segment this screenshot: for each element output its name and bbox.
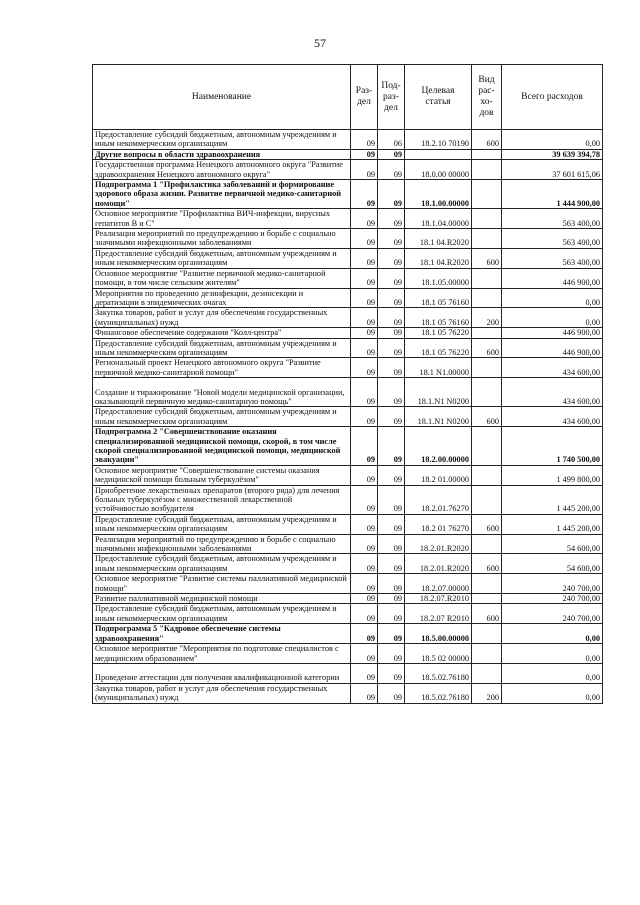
- row-expense-type: [472, 594, 502, 604]
- row-name: Мероприятия по проведению дезинфекции, дезинсекции и дератизации в эпидемических очагах: [93, 288, 351, 308]
- row-target-article: 18.1.N1 N0200: [405, 407, 472, 427]
- table-row: [93, 338, 603, 358]
- row-section: 09: [351, 574, 378, 594]
- row-section: 09: [351, 485, 378, 514]
- row-target-article: 18.2 01.00000: [405, 465, 472, 485]
- row-expense-type: [472, 574, 502, 594]
- row-target-article: 18.2.07.00000: [405, 574, 472, 594]
- row-name: Создание и тиражирование "Новой модели медицинской организации, оказывающей первичную медико-санитарную помощь": [93, 378, 351, 407]
- row-section: 09: [351, 534, 378, 554]
- row-subsection: 09: [378, 534, 405, 554]
- row-expense-type: [472, 288, 502, 308]
- table-row: [93, 574, 603, 594]
- row-total: 446 900,00: [502, 328, 603, 338]
- row-target-article: 18.0.00 00000: [405, 160, 472, 180]
- row-subsection: 09: [378, 338, 405, 358]
- row-section: 09: [351, 248, 378, 268]
- table-row: [93, 624, 603, 644]
- table-body: [93, 130, 603, 704]
- table-row: [93, 308, 603, 328]
- row-subsection: 09: [378, 248, 405, 268]
- row-expense-type: [472, 209, 502, 229]
- table-row: [93, 328, 603, 338]
- row-section: 09: [351, 663, 378, 683]
- row-target-article: 18.1 05 76220: [405, 328, 472, 338]
- row-expense-type: [472, 180, 502, 209]
- row-total: 54 600,00: [502, 554, 603, 574]
- row-name: Закупка товаров, работ и услуг для обеспечения государственных (муниципальных) нужд: [93, 308, 351, 328]
- row-name: Предоставление субсидий бюджетным, автономным учреждениям и иным некоммерческим организациям: [93, 554, 351, 574]
- row-subsection: 09: [378, 288, 405, 308]
- row-section: 09: [351, 338, 378, 358]
- table-row: [93, 248, 603, 268]
- row-subsection: 09: [378, 268, 405, 288]
- row-total: 0,00: [502, 288, 603, 308]
- row-expense-type: [472, 268, 502, 288]
- row-expense-type: 600: [472, 130, 502, 150]
- row-expense-type: 600: [472, 554, 502, 574]
- row-target-article: 18.5.00.00000: [405, 624, 472, 644]
- row-section: 09: [351, 407, 378, 427]
- table-row: [93, 554, 603, 574]
- row-total: 240 700,00: [502, 574, 603, 594]
- row-total: 39 639 394,78: [502, 149, 603, 159]
- row-target-article: 18.2.07 R2010: [405, 604, 472, 624]
- row-expense-type: 600: [472, 514, 502, 534]
- row-total: 0,00: [502, 308, 603, 328]
- row-expense-type: [472, 328, 502, 338]
- table-row: [93, 663, 603, 683]
- row-name: Государственная программа Ненецкого автономного округа "Развитие здравоохранения Ненецкого автономного округа": [93, 160, 351, 180]
- row-subsection: 09: [378, 427, 405, 466]
- row-name: Другие вопросы в области здравоохранения: [93, 149, 351, 159]
- row-section: 09: [351, 624, 378, 644]
- table-row: [93, 534, 603, 554]
- row-section: 09: [351, 180, 378, 209]
- row-target-article: 18.2.10 70190: [405, 130, 472, 150]
- row-name: Подпрограмма 5 "Кадровое обеспечение системы здравоохранения": [93, 624, 351, 644]
- row-total: 1 499 800,00: [502, 465, 603, 485]
- row-subsection: 06: [378, 130, 405, 150]
- row-target-article: 18.1 04.R2020: [405, 248, 472, 268]
- row-total: 240 700,00: [502, 604, 603, 624]
- row-expense-type: 200: [472, 308, 502, 328]
- header-expense-type: Вид рас- хо- дов: [472, 65, 502, 130]
- row-total: 563 400,00: [502, 229, 603, 249]
- row-expense-type: [472, 149, 502, 159]
- row-subsection: 09: [378, 160, 405, 180]
- row-subsection: 09: [378, 514, 405, 534]
- row-expense-type: 600: [472, 248, 502, 268]
- row-total: 0,00: [502, 683, 603, 703]
- row-subsection: 09: [378, 644, 405, 664]
- row-name: Предоставление субсидий бюджетным, автономным учреждениям и иным некоммерческим организациям: [93, 514, 351, 534]
- row-section: 09: [351, 288, 378, 308]
- row-subsection: 09: [378, 574, 405, 594]
- table-row: [93, 465, 603, 485]
- row-total: 1 445 200,00: [502, 485, 603, 514]
- row-expense-type: 600: [472, 604, 502, 624]
- row-section: 09: [351, 465, 378, 485]
- row-target-article: 18.2.01.R2020: [405, 534, 472, 554]
- row-total: 0,00: [502, 624, 603, 644]
- row-total: 1 740 500,00: [502, 427, 603, 466]
- header-target-article: Целевая статья: [405, 65, 472, 130]
- table-row: [93, 683, 603, 703]
- row-name: Развитие паллиативной медицинской помощи: [93, 594, 351, 604]
- header-total-expenses: Всего расходов: [502, 65, 603, 130]
- row-subsection: 09: [378, 358, 405, 378]
- row-section: 09: [351, 358, 378, 378]
- row-expense-type: [472, 358, 502, 378]
- row-subsection: 09: [378, 149, 405, 159]
- row-subsection: 09: [378, 594, 405, 604]
- budget-table: [92, 64, 603, 704]
- row-name: Предоставление субсидий бюджетным, автономным учреждениям и иным некоммерческим организациям: [93, 407, 351, 427]
- row-section: 09: [351, 209, 378, 229]
- row-expense-type: [472, 465, 502, 485]
- row-section: 09: [351, 328, 378, 338]
- row-expense-type: [472, 485, 502, 514]
- row-target-article: 18.5.02.76180: [405, 663, 472, 683]
- table-row: [93, 160, 603, 180]
- row-expense-type: [472, 624, 502, 644]
- row-name: Финансовое обеспечение содержания "Колл-центра": [93, 328, 351, 338]
- row-name: Подпрограмма 2 "Совершенствование оказания специализированной медицинской помощи, скорой, в том числе скорой специализированной медицинской помощи, медицинской эвакуации": [93, 427, 351, 466]
- row-name: Предоставление субсидий бюджетным, автономным учреждениям и иным некоммерческим организациям: [93, 338, 351, 358]
- row-total: 446 900,00: [502, 338, 603, 358]
- row-expense-type: 600: [472, 338, 502, 358]
- row-total: 563 400,00: [502, 248, 603, 268]
- header-section: Раз- дел: [351, 65, 378, 130]
- row-target-article: 18.2 01 76270: [405, 514, 472, 534]
- row-expense-type: 200: [472, 683, 502, 703]
- row-section: 09: [351, 149, 378, 159]
- row-section: 09: [351, 427, 378, 466]
- row-subsection: 09: [378, 308, 405, 328]
- row-name: Реализация мероприятий по предупреждению и борьбе с социально значимыми инфекционными заболеваниями: [93, 229, 351, 249]
- table-row: [93, 358, 603, 378]
- row-total: 434 600,00: [502, 358, 603, 378]
- row-total: 1 445 200,00: [502, 514, 603, 534]
- row-total: 563 400,00: [502, 209, 603, 229]
- table-row: [93, 594, 603, 604]
- row-subsection: 09: [378, 465, 405, 485]
- table-row: [93, 514, 603, 534]
- row-name: Основное мероприятие "Мероприятия по подготовке специалистов с медицинским образованием": [93, 644, 351, 664]
- table-row: [93, 180, 603, 209]
- row-target-article: 18.2.07.R2010: [405, 594, 472, 604]
- row-total: 37 601 615,06: [502, 160, 603, 180]
- row-subsection: 09: [378, 229, 405, 249]
- row-target-article: [405, 149, 472, 159]
- table-row: [93, 149, 603, 159]
- row-target-article: 18.1.N1 N0200: [405, 378, 472, 407]
- row-subsection: 09: [378, 209, 405, 229]
- row-name: Подпрограмма 1 "Профилактика заболеваний и формирование здорового образа жизни. Развитие первичной медико-санитарной помощи": [93, 180, 351, 209]
- table-row: [93, 427, 603, 466]
- row-expense-type: [472, 534, 502, 554]
- table-row: [93, 229, 603, 249]
- row-target-article: 18.1 05 76160: [405, 308, 472, 328]
- row-total: 240 700,00: [502, 594, 603, 604]
- row-section: 09: [351, 594, 378, 604]
- header-subsection: Под- раз- дел: [378, 65, 405, 130]
- row-total: 0,00: [502, 663, 603, 683]
- row-subsection: 09: [378, 683, 405, 703]
- row-subsection: 09: [378, 180, 405, 209]
- row-section: 09: [351, 160, 378, 180]
- row-expense-type: [472, 378, 502, 407]
- row-name: Закупка товаров, работ и услуг для обеспечения государственных (муниципальных) нужд: [93, 683, 351, 703]
- row-target-article: 18.5 02 00000: [405, 644, 472, 664]
- row-name: Предоставление субсидий бюджетным, автономным учреждениям и иным некоммерческим организациям: [93, 604, 351, 624]
- row-target-article: 18.1.05.00000: [405, 268, 472, 288]
- row-target-article: 18.2.01.76270: [405, 485, 472, 514]
- row-subsection: 09: [378, 328, 405, 338]
- row-total: 1 444 900,00: [502, 180, 603, 209]
- row-target-article: 18.1 05 76220: [405, 338, 472, 358]
- row-name: Реализация мероприятий по предупреждению и борьбе с социально значимыми инфекционными заболеваниями: [93, 534, 351, 554]
- row-name: Предоставление субсидий бюджетным, автономным учреждениям и иным некоммерческим организациям: [93, 248, 351, 268]
- row-target-article: 18.5.02.76180: [405, 683, 472, 703]
- table-row: [93, 268, 603, 288]
- table-row: [93, 485, 603, 514]
- row-total: 54 600,00: [502, 534, 603, 554]
- row-subsection: 09: [378, 485, 405, 514]
- row-name: Основное мероприятие "Профилактика ВИЧ-инфекции, вирусных гепатитов В и С": [93, 209, 351, 229]
- row-subsection: 09: [378, 663, 405, 683]
- row-section: 09: [351, 130, 378, 150]
- row-section: 09: [351, 229, 378, 249]
- table-row: [93, 130, 603, 150]
- row-target-article: 18.1 05 76160: [405, 288, 472, 308]
- row-target-article: 18.1.04.00000: [405, 209, 472, 229]
- row-name: Основное мероприятие "Развитие системы паллиативной медицинской помощи": [93, 574, 351, 594]
- table-row: [93, 378, 603, 407]
- row-subsection: 09: [378, 407, 405, 427]
- row-expense-type: [472, 644, 502, 664]
- row-section: 09: [351, 268, 378, 288]
- table-row: [93, 288, 603, 308]
- row-target-article: 18.2.01.R2020: [405, 554, 472, 574]
- row-section: 09: [351, 683, 378, 703]
- table-row: [93, 209, 603, 229]
- row-subsection: 09: [378, 554, 405, 574]
- row-expense-type: [472, 229, 502, 249]
- row-name: Проведение аттестации для получения квалификационной категории: [93, 663, 351, 683]
- row-total: 0,00: [502, 130, 603, 150]
- row-total: 446 900,00: [502, 268, 603, 288]
- row-target-article: 18.1.00.00000: [405, 180, 472, 209]
- row-subsection: 09: [378, 604, 405, 624]
- page-number: 57: [314, 36, 326, 50]
- row-section: 09: [351, 514, 378, 534]
- row-section: 09: [351, 604, 378, 624]
- row-section: 09: [351, 378, 378, 407]
- row-name: Основное мероприятие "Совершенствование системы оказания медицинской помощи больным туберкулёзом": [93, 465, 351, 485]
- row-name: Региональный проект Ненецкого автономного округа "Развитие первичной медико-санитарной помощи": [93, 358, 351, 378]
- row-subsection: 09: [378, 378, 405, 407]
- row-expense-type: [472, 427, 502, 466]
- row-expense-type: [472, 160, 502, 180]
- row-expense-type: [472, 663, 502, 683]
- row-total: 0,00: [502, 644, 603, 664]
- row-target-article: 18.2.00.00000: [405, 427, 472, 466]
- table-header-row: [93, 65, 603, 130]
- row-section: 09: [351, 644, 378, 664]
- table-row: [93, 604, 603, 624]
- row-target-article: 18.1 04.R2020: [405, 229, 472, 249]
- table-row: [93, 407, 603, 427]
- row-name: Основное мероприятие "Развитие первичной медико-санитарной помощи, в том числе сельским жителям": [93, 268, 351, 288]
- header-name: Наименование: [93, 65, 351, 130]
- row-target-article: 18.1 N1.00000: [405, 358, 472, 378]
- row-total: 434 600,00: [502, 407, 603, 427]
- table-row: [93, 644, 603, 664]
- row-name: Предоставление субсидий бюджетным, автономным учреждениям и иным некоммерческим организациям: [93, 130, 351, 150]
- row-section: 09: [351, 308, 378, 328]
- row-expense-type: 600: [472, 407, 502, 427]
- row-total: 434 600,00: [502, 378, 603, 407]
- row-subsection: 09: [378, 624, 405, 644]
- row-name: Приобретение лекарственных препаратов (второго ряда) для лечения больных туберкулёзом с множественной лекарственной устойчивостью возбудителя: [93, 485, 351, 514]
- row-section: 09: [351, 554, 378, 574]
